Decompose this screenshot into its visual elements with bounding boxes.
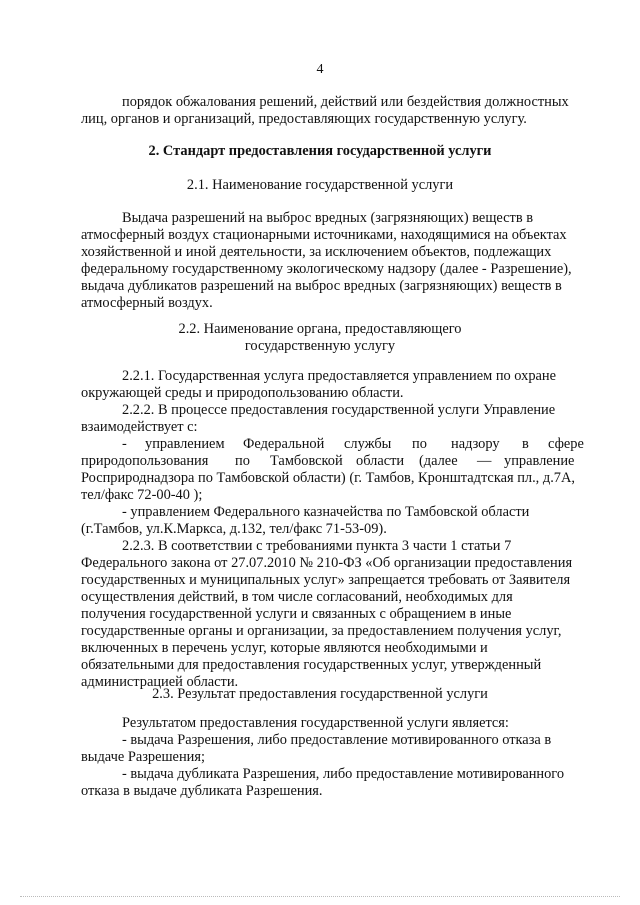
item1-line-3: Росприроднадзора по Тамбовской области) (г. Тамбов, Кронштадтская пл., д.7А, bbox=[81, 470, 575, 486]
s21-line-3: хозяйственной и иной деятельности, за исключением объектов, подлежащих bbox=[81, 244, 552, 260]
intro-text-2: лиц, органов и организаций, предоставляющих государственную услугу. bbox=[81, 111, 527, 127]
word: Тамбовской bbox=[270, 453, 343, 469]
word: в bbox=[522, 436, 529, 452]
word: управление bbox=[504, 453, 575, 469]
subsection-title-2-2: 2.2. Наименование органа, предоставляющего bbox=[178, 321, 462, 337]
subsection-title-2-3: 2.3. Результат предоставления государственной услуги bbox=[152, 686, 488, 702]
item2-line-2: (г.Тамбов, ул.К.Маркса, д.132, тел/факс 71-53-09). bbox=[81, 521, 387, 537]
s223-line-1: 2.2.3. В соответствии с требованиями пункта 3 части 1 статьи 7 bbox=[122, 538, 512, 554]
item1-line-4: тел/факс 72-00-40 ); bbox=[81, 487, 203, 503]
s221-line-1: 2.2.1. Государственная услуга предоставляется управлением по охране bbox=[122, 368, 557, 384]
s23-line-2: - выдача Разрешения, либо предоставление мотивированного отказа в bbox=[122, 732, 552, 748]
word: надзору bbox=[451, 436, 500, 452]
s21-line-6: атмосферный воздух. bbox=[81, 295, 213, 311]
page-number: 4 bbox=[316, 62, 324, 77]
subsection-title-2-2-cont: государственную услугу bbox=[244, 338, 396, 354]
s21-line-1: Выдача разрешений на выброс вредных (загрязняющих) веществ в bbox=[122, 210, 534, 226]
word: по bbox=[412, 436, 427, 452]
s223-line-9: администрацией области. bbox=[81, 674, 239, 690]
s223-line-7: включенных в перечень услуг, которые являются необходимыми и bbox=[81, 640, 488, 656]
s21-line-2: атмосферный воздух стационарными источниками, находящимися на объектах bbox=[81, 227, 567, 243]
word: - bbox=[122, 436, 127, 452]
word: природопользования bbox=[81, 453, 209, 469]
s221-line-2: окружающей среды и природопользованию области. bbox=[81, 385, 404, 401]
word: (далее bbox=[419, 453, 458, 469]
s223-line-2: Федерального закона от 27.07.2010 № 210-ФЗ «Об организации предоставления bbox=[81, 555, 573, 571]
s23-line-4: - выдача дубликата Разрешения, либо предоставление мотивированного bbox=[122, 766, 565, 782]
s23-line-3: выдаче Разрешения; bbox=[81, 749, 205, 765]
item2-line-1: - управлением Федерального казначейства по Тамбовской области bbox=[122, 504, 530, 520]
s21-line-4: федеральному государственному экологическому надзору (далее - Разрешение), bbox=[81, 261, 572, 277]
word: службы bbox=[344, 436, 392, 452]
word: сфере bbox=[548, 436, 584, 452]
s222-line-2: взаимодействует с: bbox=[81, 419, 198, 435]
intro-text-1: порядок обжалования решений, действий или бездействия должностных bbox=[122, 94, 569, 110]
s223-line-6: государственные органы и организации, за предоставлением получения услуг, bbox=[81, 623, 562, 639]
section-title: 2. Стандарт предоставления государственной услуги bbox=[148, 143, 492, 159]
word: области bbox=[356, 453, 405, 469]
s21-line-5: выдача дубликатов разрешений на выброс вредных (загрязняющих) веществ в bbox=[81, 278, 562, 294]
word: управлением bbox=[145, 436, 225, 452]
word: Федеральной bbox=[243, 436, 325, 452]
s23-line-1: Результатом предоставления государственной услуги является: bbox=[122, 715, 509, 731]
s23-line-5: отказа в выдаче дубликата Разрешения. bbox=[81, 783, 323, 799]
word: по bbox=[235, 453, 250, 469]
s223-line-4: осуществления действий, в том числе согласований, необходимых для bbox=[81, 589, 513, 605]
s223-line-5: получения государственной услуги и связанных с обращением в иные bbox=[81, 606, 512, 622]
scan-edge-divider bbox=[20, 896, 620, 897]
s223-line-3: государственных и муниципальных услуг» запрещается требовать от Заявителя bbox=[81, 572, 571, 588]
word: — bbox=[477, 453, 492, 469]
s223-line-8: обязательными для предоставления государственных услуг, утвержденный bbox=[81, 657, 542, 673]
s222-line-1: 2.2.2. В процессе предоставления государственной услуги Управление bbox=[122, 402, 556, 418]
subsection-title-2-1: 2.1. Наименование государственной услуги bbox=[186, 177, 454, 193]
